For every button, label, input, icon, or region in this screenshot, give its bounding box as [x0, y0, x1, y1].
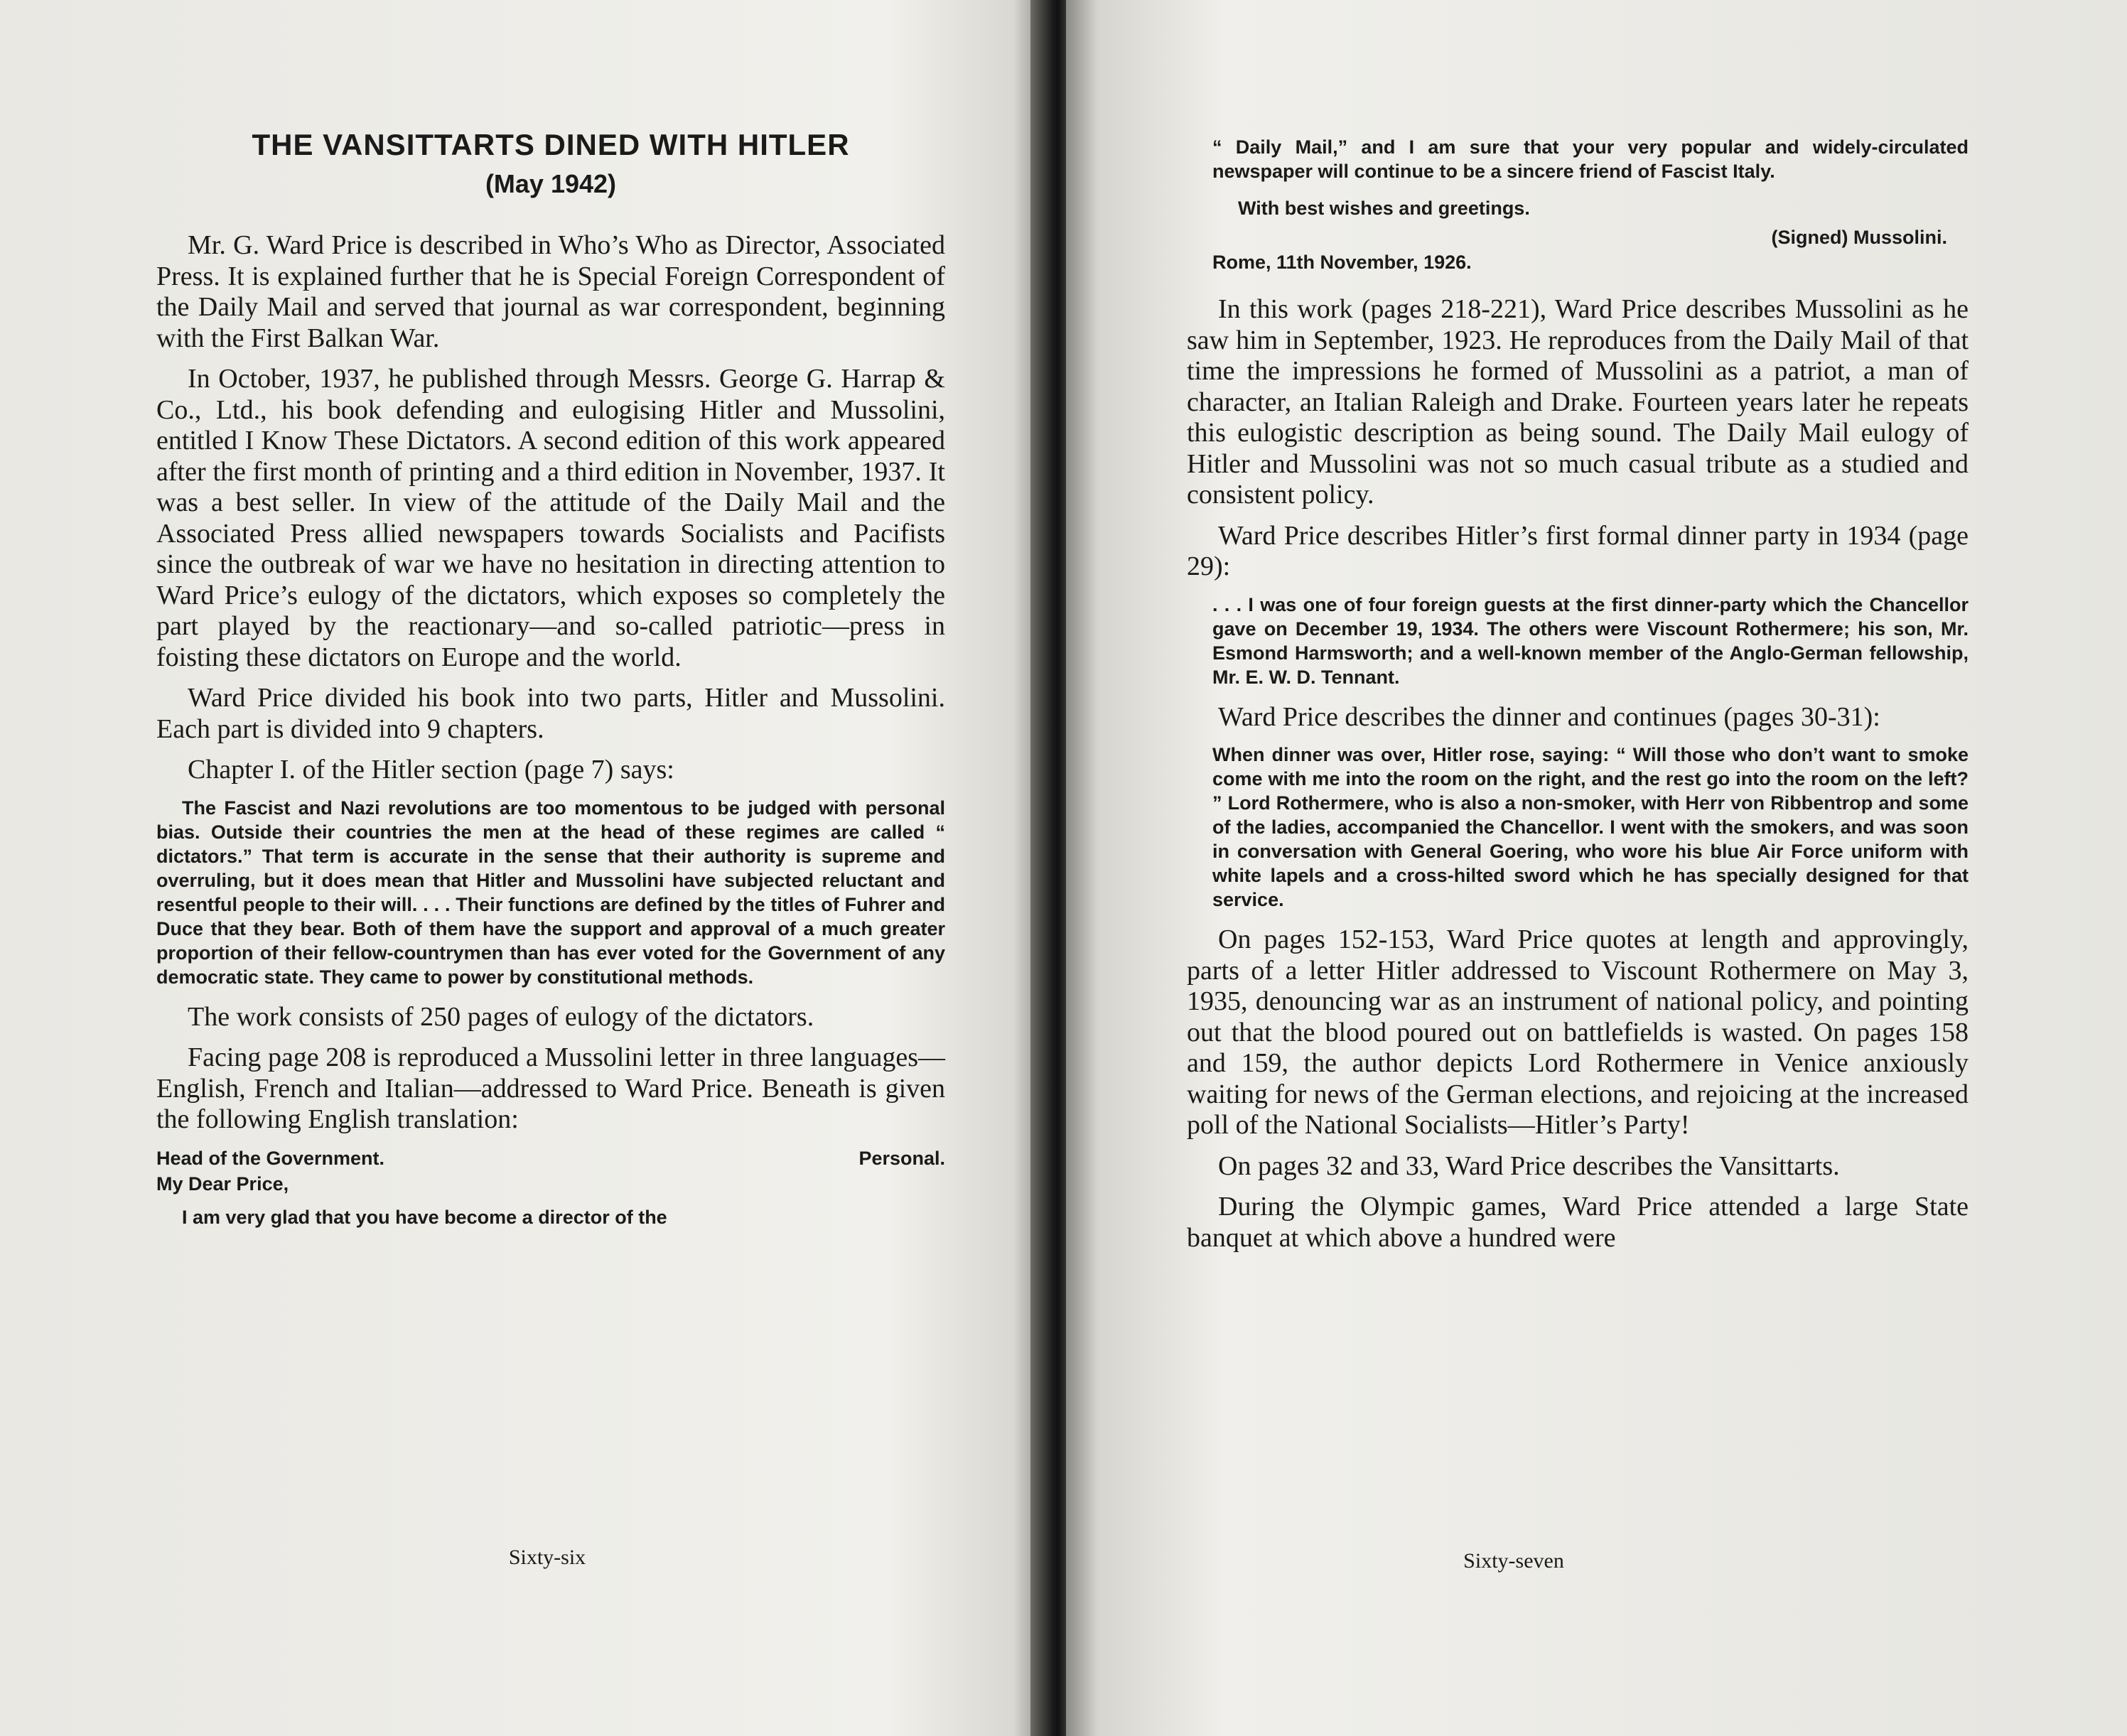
paragraph: In this work (pages 218-221), Ward Price describes Mussolini as he saw him in September, 1923. He reproduces from the Daily Mail of that time the impressions he formed of Mussolini as a patriot, a man of character, an Italian Raleigh and Drake. Fourteen years later he repeats this eulogistic description as being sound. The Daily Mail eulogy of Hitler and Mussolini was not so much casual tribute as a studied and consistent policy. [1187, 294, 1969, 510]
chapter-date: (May 1942) [485, 169, 617, 198]
paragraph: Ward Price describes the dinner and continues (pages 30-31): [1218, 701, 1880, 732]
paragraph: Ward Price describes Hitler’s first formal dinner party in 1934 (page 29): [1187, 520, 1969, 581]
letter-header [156, 1145, 945, 1171]
salutation-text: My Dear Price, [156, 1172, 289, 1195]
letter-signature: (Signed) Mussolini. [1771, 227, 1947, 248]
paragraph: Chapter I. of the Hitler section (page 7) says: [188, 755, 674, 785]
right-page [1066, 0, 2127, 1736]
letter-header-left: Head of the Government. [156, 1147, 385, 1169]
left-page [0, 0, 1045, 1736]
page-number: Sixty-seven [1463, 1549, 1564, 1573]
chapter-title: THE VANSITTARTS DINED WITH HITLER [252, 128, 850, 161]
paragraph: In October, 1937, he published through Messrs. George G. Harrap & Co., Ltd., his book defending and eulogising Hitler and Mussolini, entitled I Know These Dictators. A second edition of this work appeared after the first month of printing and a third edition in November, 1937. It was a best seller. In view of the attitude of the Daily Mail and the Associated Press allied newspapers towards Socialists and Pacifists since the outbreak of war we have no hesitation in directing attention to Ward Price’s eulogy of the dictators, which exposes so completely the part played by the reactionary—and so-called patriotic—press in foisting these dictators on Europe and the world. [156, 364, 945, 672]
paragraph: Ward Price divided his book into two parts, Hitler and Mussolini. Each part is divided into 9 chapters. [156, 683, 945, 744]
letter-continuation: “ Daily Mail,” and I am sure that your very popular and widely-circulated newspaper will continue to be a sincere friend of Fascist Italy. [1212, 136, 1969, 182]
paragraph: On pages 152-153, Ward Price quotes at length and approvingly, parts of a letter Hitler addressed to Viscount Rothermere on May 3, 1935, denouncing war as an instrument of national policy, and pointing out that the blood poured out on battlefields is wasted. On pages 158 and 159, the author depicts Lord Rothermere in Venice anxiously waiting for news of the German elections, and rejoicing at the increased poll of the National Socialists—Hitler’s Party! [1187, 924, 1969, 1140]
left-text-column [156, 128, 945, 1242]
letter-greetings: With best wishes and greetings. [1238, 198, 1530, 219]
paragraph: During the Olympic games, Ward Price attended a large State banquet at which above a hundred were [1187, 1192, 1969, 1253]
paragraph: Mr. G. Ward Price is described in Who’s Who as Director, Associated Press. It is explained further that he is Special Foreign Correspondent of the Daily Mail and served that journal as war correspondent, beginning with the First Balkan War. [156, 230, 945, 353]
block-quote: . . . I was one of four foreign guests at the first dinner-party which the Chancellor gave on December 19, 1934. The others were Viscount Rothermere; his son, Mr. Esmond Harmsworth; and a well-known member of the Anglo-German fellowship, Mr. E. W. D. Tennant. [1212, 593, 1969, 688]
paragraph: Facing page 208 is reproduced a Mussolini letter in three languages—English, French and Italian—addressed to Ward Price. Beneath is given the following English translation: [156, 1042, 945, 1134]
block-quote: When dinner was over, Hitler rose, saying: “ Will those who don’t want to smoke come with me into the room on the right, and the rest go into the room on the left? ” Lord Rothermere, who is also a non-smoker, with Herr von Ribbentrop and some of the ladies, accompanied the Chancellor. I went with the smokers, and was soon in conversation with General Goering, who wore his blue Air Force uniform with white lapels and a cross-hilted sword which he has specially designed for that service. [1212, 744, 1969, 910]
right-text-column [1187, 135, 1969, 1263]
paragraph: On pages 32 and 33, Ward Price describes the Vansittarts. [1218, 1150, 1840, 1181]
paragraph: The work consists of 250 pages of eulogy of the dictators. [188, 1001, 814, 1032]
letter-place-date: Rome, 11th November, 1926. [1212, 252, 1472, 273]
block-quote: The Fascist and Nazi revolutions are too momentous to be judged with personal bias. Outside their countries the men at the head of these regimes are called “ dictators.” That term is accurate in the sense that their authority is supreme and overruling, but it does mean that Hitler and Mussolini have subjected reluctant and resentful people to their will. . . . Their functions are defined by the titles of Fuhrer and Duce that they bear. Both of them have the support and approval of a much greater proportion of their fellow-countrymen than has ever voted for the Government of any democratic state. They came to power by constitutional methods. [156, 797, 945, 988]
page-number: Sixty-six [508, 1546, 586, 1569]
letter-header-right: Personal. [858, 1147, 945, 1169]
letter-salutation [156, 1171, 945, 1197]
letter-line: I am very glad that you have become a director of the [182, 1206, 667, 1228]
